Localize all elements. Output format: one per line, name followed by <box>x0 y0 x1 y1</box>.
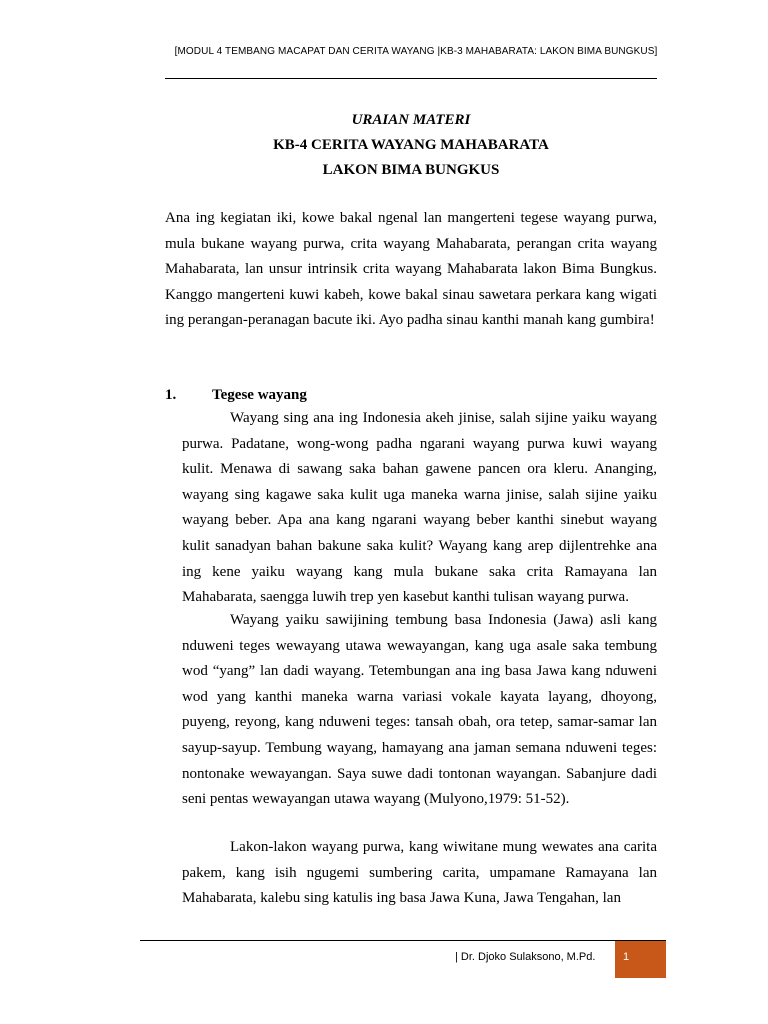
page-number-badge: 1 <box>615 941 666 978</box>
section-heading <box>165 383 307 408</box>
body-paragraph-3: Lakon-lakon wayang purwa, kang wiwitane mung wewates ana carita pakem, kang isih ngugemi sumbering carita, umpamane Ramayana lan Mahabarata, kalebu sing katulis ing basa Jawa Kuna, Jawa Tengahan, lan <box>182 839 657 907</box>
title-block <box>165 108 657 183</box>
section-number: 1. <box>165 387 177 403</box>
footer-author: | Dr. Djoko Sulaksono, M.Pd. <box>455 951 596 963</box>
section-title: Tegese wayang <box>212 387 307 403</box>
header-divider <box>165 78 657 79</box>
running-header: [MODUL 4 TEMBANG MACAPAT DAN CERITA WAYANG |KB-3 MAHABARATA: LAKON BIMA BUNGKUS] <box>174 46 658 57</box>
footer-divider <box>140 940 666 941</box>
title-lakon: LAKON BIMA BUNGKUS <box>322 162 500 178</box>
body-paragraph-1: Wayang sing ana ing Indonesia akeh jinise, salah sijine yaiku wayang purwa. Padatane, wong-wong padha ngarani wayang purwa kuwi wayang kulit. Menawa di sawang saka bahan gawene pancen ora kleru. Ananging, wayang sing kagawe saka kulit uga maneka warna jinise, salah sijine yaiku wayang beber. Apa ana kang ngarani wayang beber kanthi sinebut wayang kulit sanadyan bahan bakune saka kulit? Wayang kang arep dijlentrehke ana ing kene yaiku wayang kang mula bukane saka crita Ramayana lan Mahabarata, saengga luwih trep yen kasebut kanthi tulisan wayang purwa. <box>182 410 657 606</box>
title-uraian-materi: URAIAN MATERI <box>351 112 471 128</box>
body-paragraph-2: Wayang yaiku sawijining tembung basa Indonesia (Jawa) asli kang nduweni teges wewayang utawa wewayangan, kang uga asale saka tembung wod “yang” lan dadi wayang. Tetembungan ana ing basa Jawa kang nduweni wod yang kanthi maneka warna variasi vokale kayata layang, dhoyong, puyeng, reyong, kang nduweni teges: tansah obah, ora tetep, samar-samar lan sayup-sayup. Tembung wayang, hamayang ana jaman semana nduweni teges: nontonake wewayangan. Saya suwe dadi tontonan wayangan. Sabanjure dadi seni pentas wewayangan utawa wayang (Mulyono,1979: 51-52). <box>182 612 657 808</box>
title-chapter: KB-4 CERITA WAYANG MAHABARATA <box>273 137 549 153</box>
intro-paragraph: Ana ing kegiatan iki, kowe bakal ngenal lan mangerteni tegese wayang purwa, mula bukane wayang purwa, crita wayang Mahabarata, perangan crita wayang Mahabarata, lan unsur intrinsik crita wayang Mahabarata lakon Bima Bungkus. Kanggo mangerteni kuwi kabeh, kowe bakal sinau sawetara perkara kang wigati ing perangan-peranagan bacute iki. Ayo padha sinau kanthi manah kang gumbira! <box>165 210 657 329</box>
